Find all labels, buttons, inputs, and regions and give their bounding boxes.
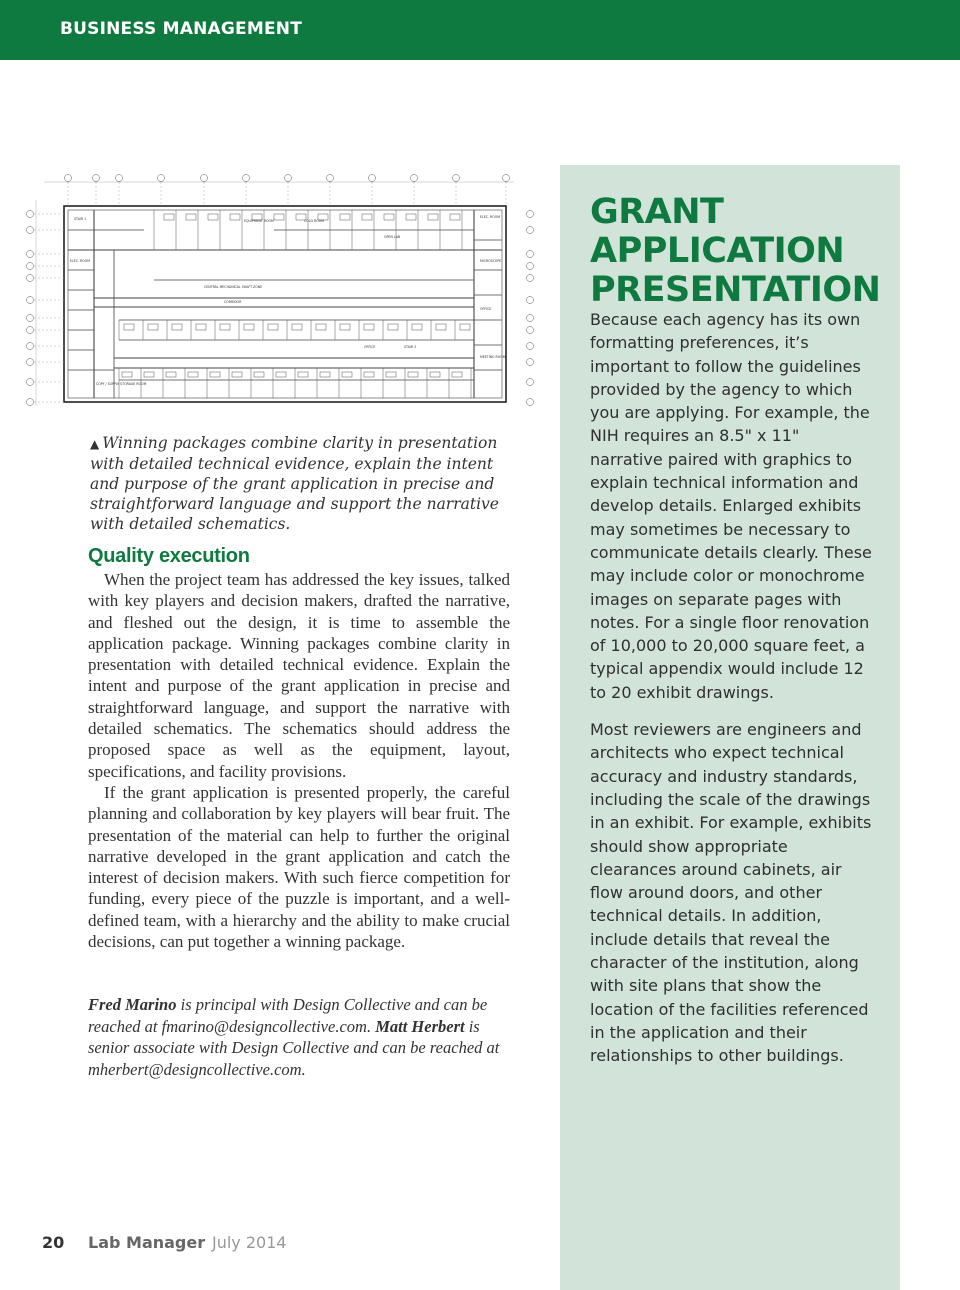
grid-bubble (243, 175, 250, 182)
room-label: COLD ROOM (304, 219, 324, 223)
sidebar-paragraph-2: Most reviewers are engineers and architects who expect technical accuracy and industry standards, including the scale of the drawings in an exhibit. For example, exhibits should show appropriate clearances around cabinets, air flow around doors, and other technical details. In addition, include details that reveal the character of the institution, along with site plans that show the location of the facilities referenced in the application and their relationships to other buildings. (590, 720, 872, 1066)
room-label: OPEN LAB (384, 235, 401, 239)
grid-bubble (411, 175, 418, 182)
room-label: OFFICE (480, 307, 492, 311)
author-text-2: is senior associate with Design Collective and can be reached at mherbert@designcollective.com. (88, 1016, 500, 1079)
header-bar (0, 0, 960, 60)
section-label: BUSINESS MANAGEMENT (60, 19, 302, 39)
room-label: STAIR 3 (404, 345, 417, 349)
room-label: ELEC. ROOM (480, 215, 501, 219)
grid-bubble (93, 175, 100, 182)
grid-bubble (503, 175, 510, 182)
sidebar-title-line-1: GRANT (590, 192, 724, 232)
floor-plan-image (24, 170, 538, 416)
room-label: CORRIDOR (224, 300, 242, 304)
caption-arrow-icon: ▲ (90, 437, 100, 451)
sidebar-box (560, 165, 900, 1290)
room-label: COPY / SUPPLY STORAGE ROOM (96, 382, 147, 386)
article-paragraph-2: If the grant application is presented properly, the careful planning and collaboration by key players will bear fruit. The presentation of the material can help to further the original narrative developed in the grant application and catch the interest of decision makers. With such fierce competition for funding, every piece of the puzzle is important, and a well-defined team, with a hierarchy and the ability to make crucial decisions, can put together a winning package. (88, 782, 510, 952)
sidebar-body (590, 308, 872, 1068)
grid-bubble (201, 175, 208, 182)
grid-bubble (453, 175, 460, 182)
article-paragraph-1: When the project team has addressed the key issues, talked with key players and decision makers, drafted the narrative, and fleshed out the design, it is time to assemble the application package. Winning packages combine clarity in presentation with detailed technical evidence. Explain the intent and purpose of the grant application in precise and straightforward language, and support the narrative with detailed schematics. The schematics should address the proposed space as well as the equipment, layout, specifications, and facility provisions. (88, 570, 510, 781)
author-bio (88, 994, 512, 1080)
grid-bubble (327, 175, 334, 182)
author-text-1: is principal with Design Collective and can be reached at fmarino@designcollective.com. (88, 995, 488, 1036)
grid-bubble (369, 175, 376, 182)
author-name-1: Fred Marino (88, 995, 177, 1014)
room-label: MICROSCOPE (480, 259, 502, 263)
section-heading: Quality execution (88, 545, 250, 567)
sidebar-title-line-2: APPLICATION (590, 231, 845, 271)
grid-bubble (158, 175, 165, 182)
room-label: OFFICE (364, 345, 376, 349)
sidebar-paragraph-1: Because each agency has its own formatting preferences, it’s important to follow the guidelines provided by the agency to which you are applying. For example, the NIH requires an 8.5" x 11" narrative paired with graphics to explain technical information and develop details. Enlarged exhibits may sometimes be necessary to communicate details clearly. These may include color or monochrome images on separate pages with notes. For a single floor renovation of 10,000 to 20,000 square feet, a typical appendix would include 12 to 20 exhibit drawings. (590, 310, 872, 702)
figure-caption (90, 433, 510, 534)
grid-bubble (116, 175, 123, 182)
issue-date: July 2014 (212, 1233, 287, 1252)
room-label: ELEC. ROOM (70, 259, 91, 263)
author-name-2: Matt Herbert (375, 1016, 465, 1036)
sidebar-title (590, 193, 890, 310)
room-label: MEETING ROOM (480, 355, 506, 359)
caption-text: Winning packages combine clarity in presentation with detailed technical evidence, explain the intent and purpose of the grant application in precise and straightforward language and support the narrative with detailed schematics. (90, 434, 499, 533)
grid-bubble (285, 175, 292, 182)
grid-bubble (65, 175, 72, 182)
room-label: STAIR 1 (74, 217, 87, 221)
page-number: 20 (42, 1233, 65, 1252)
room-label: EQUIPMENT ROOM (244, 219, 274, 223)
sidebar-title-line-3: PRESENTATION (590, 270, 881, 310)
article-body (88, 569, 510, 952)
magazine-name: Lab Manager (88, 1233, 206, 1252)
room-label: CENTRAL MECHANICAL SHAFT ZONE (204, 285, 263, 289)
